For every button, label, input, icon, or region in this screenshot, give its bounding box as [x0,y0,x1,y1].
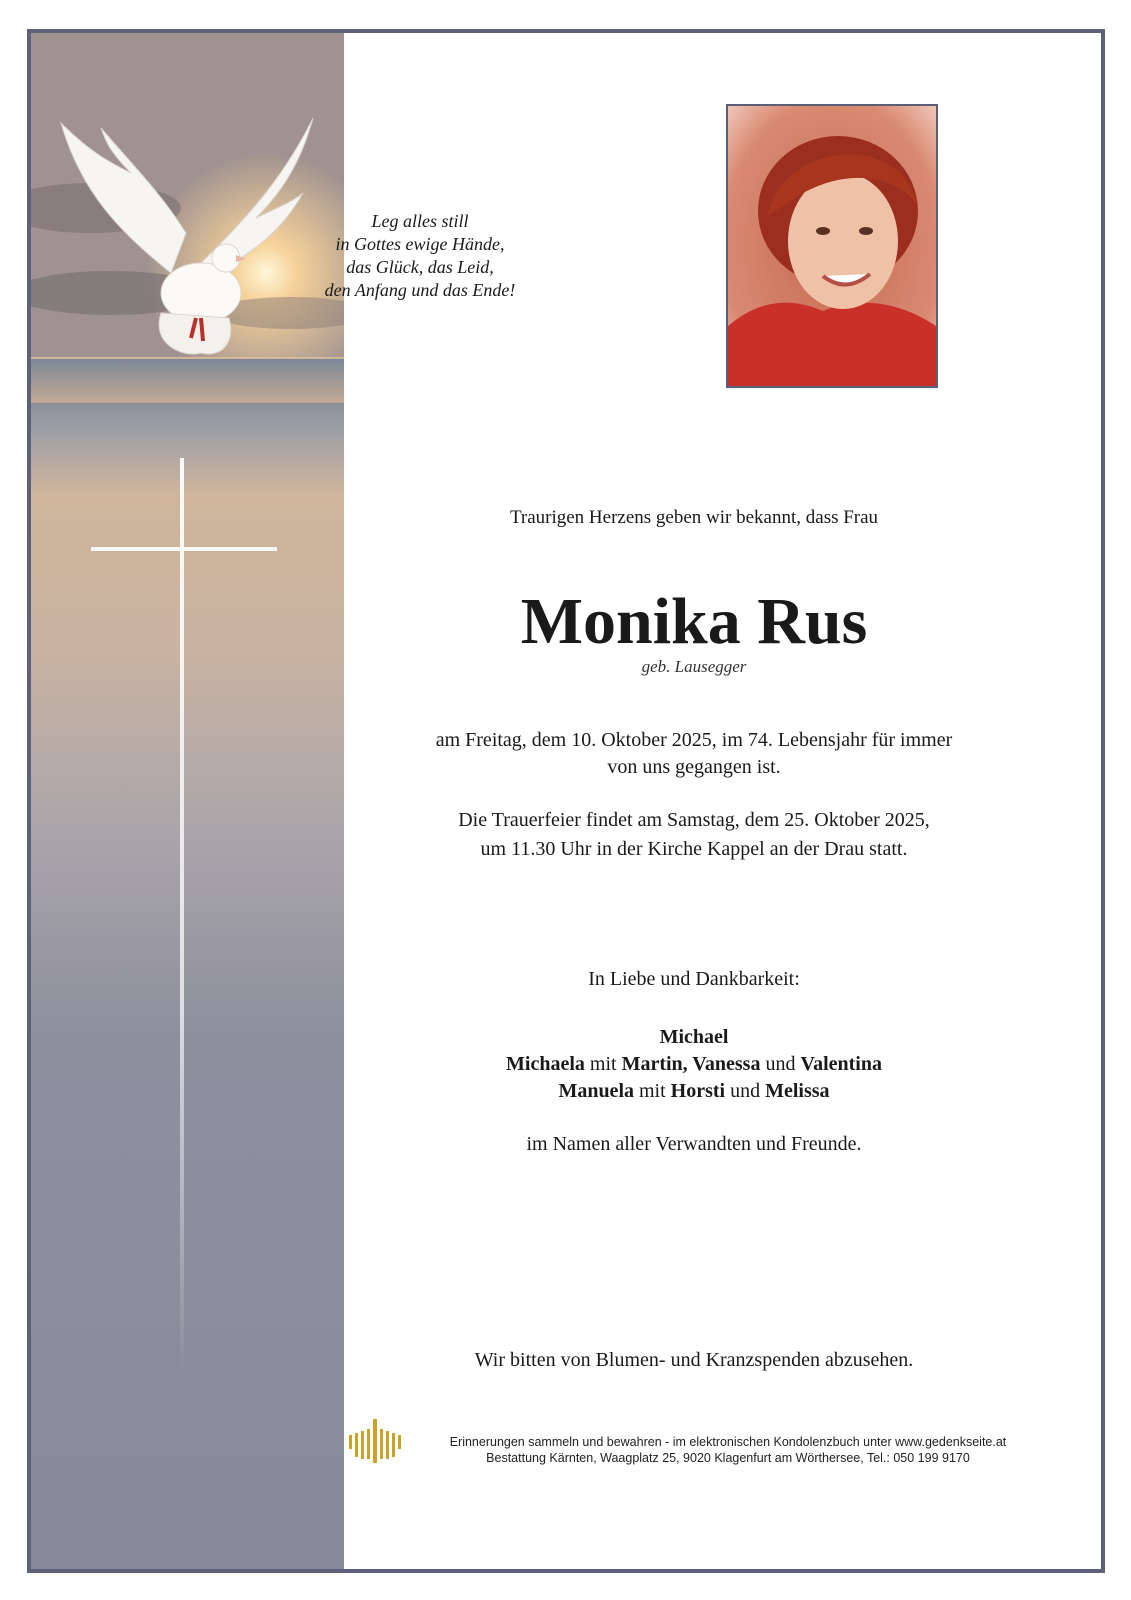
mourner-name: Michael [659,1026,729,1048]
connector-word: mit [584,1053,622,1075]
portrait-image [728,106,936,386]
funeral-home-logo-icon [349,1419,405,1463]
quote-line: in Gottes ewige Hände, [335,234,505,254]
mourners-list [313,1024,1075,1105]
mourners-heading: In Liebe und Dankbarkeit: [588,968,800,990]
mourner-line [313,1051,1075,1078]
mourner-name: Melissa [765,1080,830,1102]
mourner-name: Horsti [670,1080,726,1102]
death-notice [313,727,1075,781]
death-notice-line: von uns gegangen ist. [607,756,781,778]
connector-word: und [725,1080,766,1102]
ceremony-line: Die Trauerfeier findet am Samstag, dem 25. Oktober 2025, [458,809,930,831]
maiden-name: geb. Lausegger [641,657,747,676]
ceremony-notice [313,806,1075,864]
quote-line: Leg alles still [371,211,469,231]
flower-request: Wir bitten von Blumen- und Kranzspenden abzusehen. [474,1349,914,1371]
footer [418,1434,1038,1466]
obituary-frame [27,29,1105,1573]
connector-word: mit [634,1080,671,1102]
cross-icon [91,458,281,1378]
mourner-name: Michaela [506,1053,585,1075]
dove-icon [51,113,321,363]
mourner-name: Valentina [800,1053,882,1075]
connector-word: und [760,1053,801,1075]
death-notice-line: am Freitag, dem 10. Oktober 2025, im 74. Lebensjahr für immer [435,729,953,751]
mourner-line [313,1024,1075,1051]
quote-line: das Glück, das Leid, [346,257,494,277]
quote-line: den Anfang und das Ende! [324,280,516,300]
mourner-line [313,1078,1075,1105]
quote [285,210,555,302]
mourners-closing: im Namen aller Verwandten und Freunde. [526,1133,862,1155]
footer-line: Erinnerungen sammeln und bewahren - im elektronischen Kondolenzbuch unter www.gedenkseite.at [449,1435,1007,1449]
portrait-photo [726,104,938,388]
intro-text: Traurigen Herzens geben wir bekannt, dass Frau [509,507,879,528]
mourner-name: Manuela [558,1080,634,1102]
deceased-name: Monika Rus [520,585,868,658]
mourner-name: Martin, Vanessa [621,1053,761,1075]
footer-line: Bestattung Kärnten, Waagplatz 25, 9020 Klagenfurt am Wörthersee, Tel.: 050 199 9170 [486,1451,970,1465]
ceremony-line: um 11.30 Uhr in der Kirche Kappel an der Drau statt. [480,838,908,860]
